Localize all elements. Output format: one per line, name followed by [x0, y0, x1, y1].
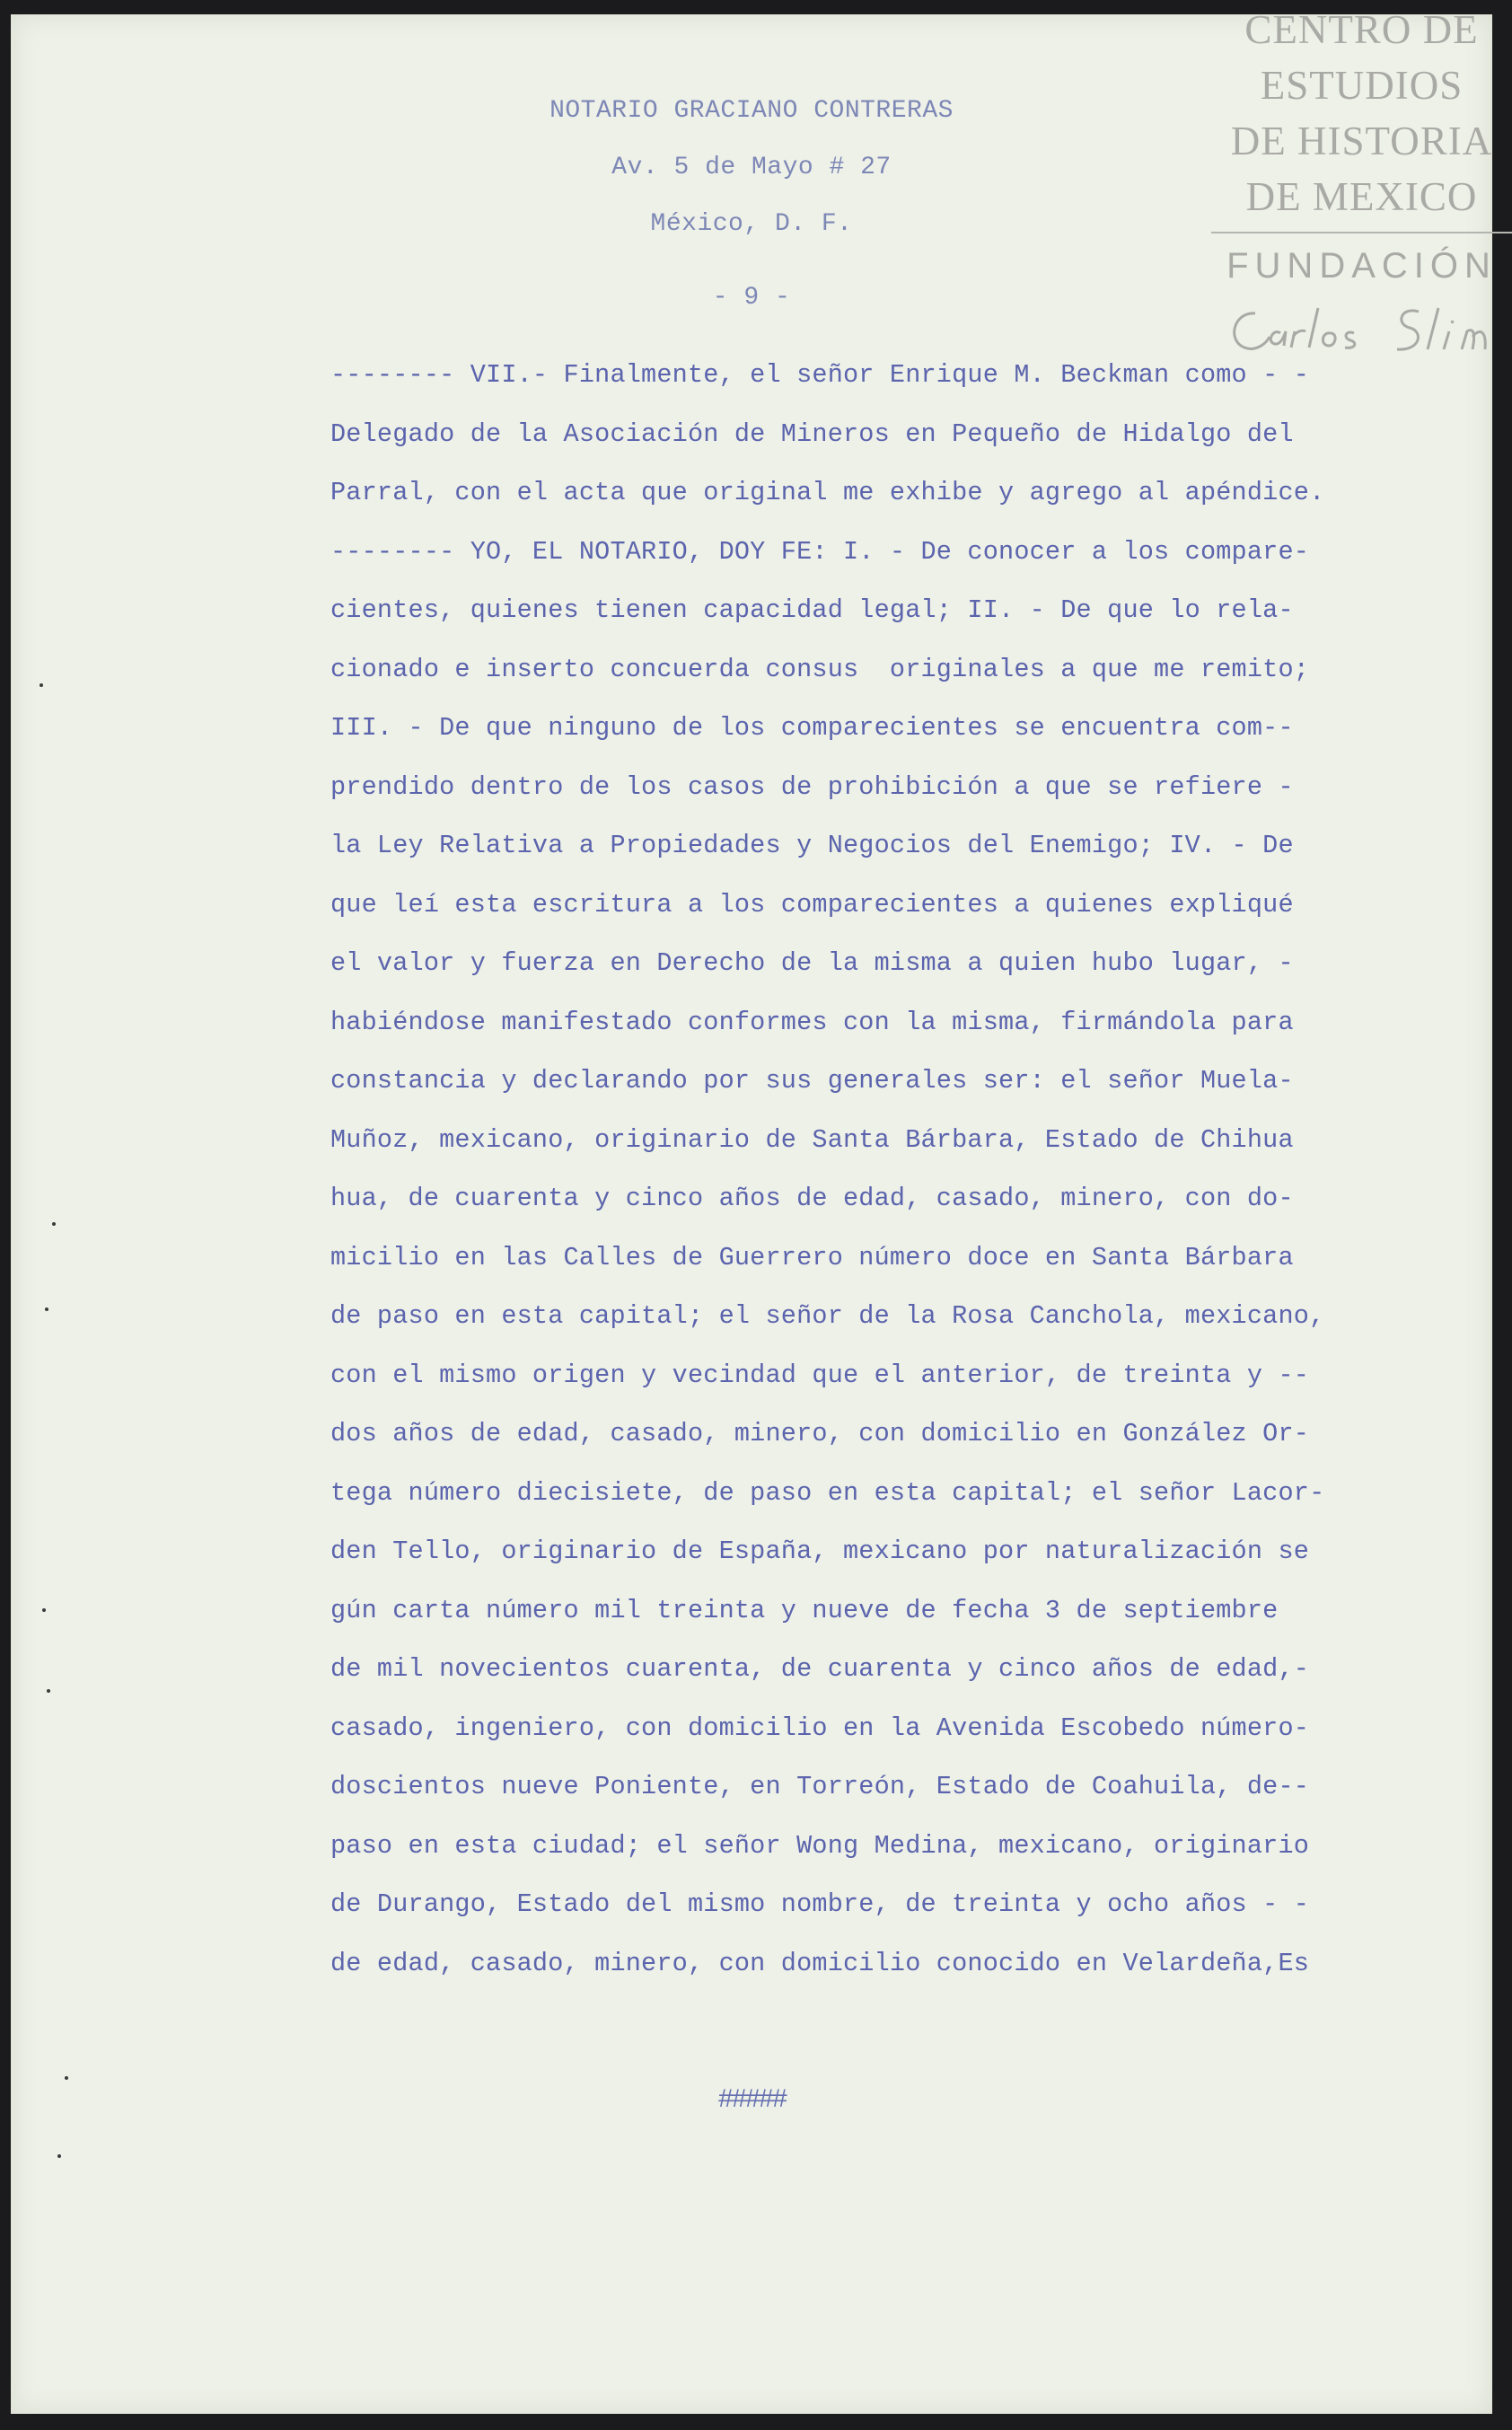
watermark-line: DE MEXICO — [1245, 174, 1478, 219]
paper-speck — [42, 1608, 46, 1612]
text-line: habiéndose manifestado conformes con la misma, firmándola para — [330, 1008, 1294, 1037]
text-line: tega número diecisiete, de paso en esta capital; el señor Lacor- — [330, 1478, 1325, 1508]
notary-city: México, D. F. — [650, 210, 853, 238]
text-line: la Ley Relativa a Propiedades y Negocios del Enemigo; IV. - De — [330, 831, 1294, 860]
paper-speck — [65, 2076, 68, 2080]
paper-speck — [47, 1689, 50, 1693]
watermark-line: DE HISTORIA — [1230, 119, 1493, 163]
paper-speck — [45, 1307, 48, 1311]
paper-speck — [57, 2154, 61, 2158]
watermark-line: ESTUDIOS — [1260, 63, 1464, 108]
notary-name: NOTARIO GRACIANO CONTRERAS — [549, 97, 954, 125]
text-line: casado, ingeniero, con domicilio en la Avenida Escobedo número- — [330, 1713, 1310, 1743]
text-line: de Durango, Estado del mismo nombre, de treinta y ocho años - - — [330, 1889, 1310, 1919]
text-line: doscientos nueve Poniente, en Torreón, Estado de Coahuila, de-- — [330, 1772, 1310, 1801]
text-line: de paso en esta capital; el señor de la Rosa Canchola, mexicano, — [330, 1301, 1325, 1331]
text-line: den Tello, originario de España, mexicano por naturalización se — [330, 1536, 1310, 1566]
watermark-line: CENTRO DE — [1244, 7, 1479, 52]
watermark-fundacion: FUNDACIÓN — [1226, 246, 1497, 286]
text-line: prendido dentro de los casos de prohibición a que se refiere - — [330, 772, 1294, 802]
text-line: con el mismo origen y vecindad que el anterior, de treinta y -- — [330, 1360, 1310, 1390]
text-line: constancia y declarando por sus generales ser: el señor Muela- — [330, 1066, 1294, 1096]
text-line: de edad, casado, minero, con domicilio conocido en Velardeña,Es — [330, 1949, 1310, 1978]
document-page — [11, 14, 1492, 2414]
text-line: -------- VII.- Finalmente, el señor Enrique M. Beckman como - - — [330, 360, 1310, 390]
signature-logo — [1220, 301, 1512, 364]
text-line: cientes, quienes tienen capacidad legal; II. - De que lo rela- — [330, 595, 1294, 625]
archive-watermark — [1211, 0, 1512, 359]
text-line: gún carta número mil treinta y nueve de fecha 3 de septiembre — [330, 1596, 1279, 1625]
text-line: Muñoz, mexicano, originario de Santa Bárbara, Estado de Chihua — [330, 1125, 1294, 1155]
text-line: dos años de edad, casado, minero, con domicilio en González Or- — [330, 1419, 1310, 1448]
text-line: micilio en las Calles de Guerrero número doce en Santa Bárbara — [330, 1243, 1294, 1272]
text-line: -------- YO, EL NOTARIO, DOY FE: I. - De conocer a los compare- — [330, 537, 1310, 567]
text-line: paso en esta ciudad; el señor Wong Medina, mexicano, originario — [330, 1831, 1310, 1861]
text-line: III. - De que ninguno de los comparecientes se encuentra com-- — [330, 713, 1294, 743]
notary-address: Av. 5 de Mayo # 27 — [611, 154, 892, 181]
text-line: el valor y fuerza en Derecho de la misma a quien hubo lugar, - — [330, 948, 1294, 978]
text-line: Delegado de la Asociación de Mineros en Pequeño de Hidalgo del — [330, 419, 1294, 449]
text-line: de mil novecientos cuarenta, de cuarenta y cinco años de edad,- — [330, 1654, 1310, 1684]
text-line: que leí esta escritura a los comparecientes a quienes expliqué — [330, 890, 1294, 920]
text-line: Parral, con el acta que original me exhibe y agrego al apéndice. — [330, 478, 1325, 507]
text-line: cionado e inserto concuerda consus originales a que me remito; — [330, 655, 1310, 684]
page-number: - 9 - — [712, 284, 791, 312]
closing-hash-mark: ##### — [717, 2085, 786, 2116]
text-line: hua, de cuarenta y cinco años de edad, casado, minero, con do- — [330, 1184, 1294, 1213]
watermark-divider — [1211, 232, 1512, 233]
paper-speck — [40, 683, 43, 687]
paper-speck — [52, 1222, 56, 1226]
